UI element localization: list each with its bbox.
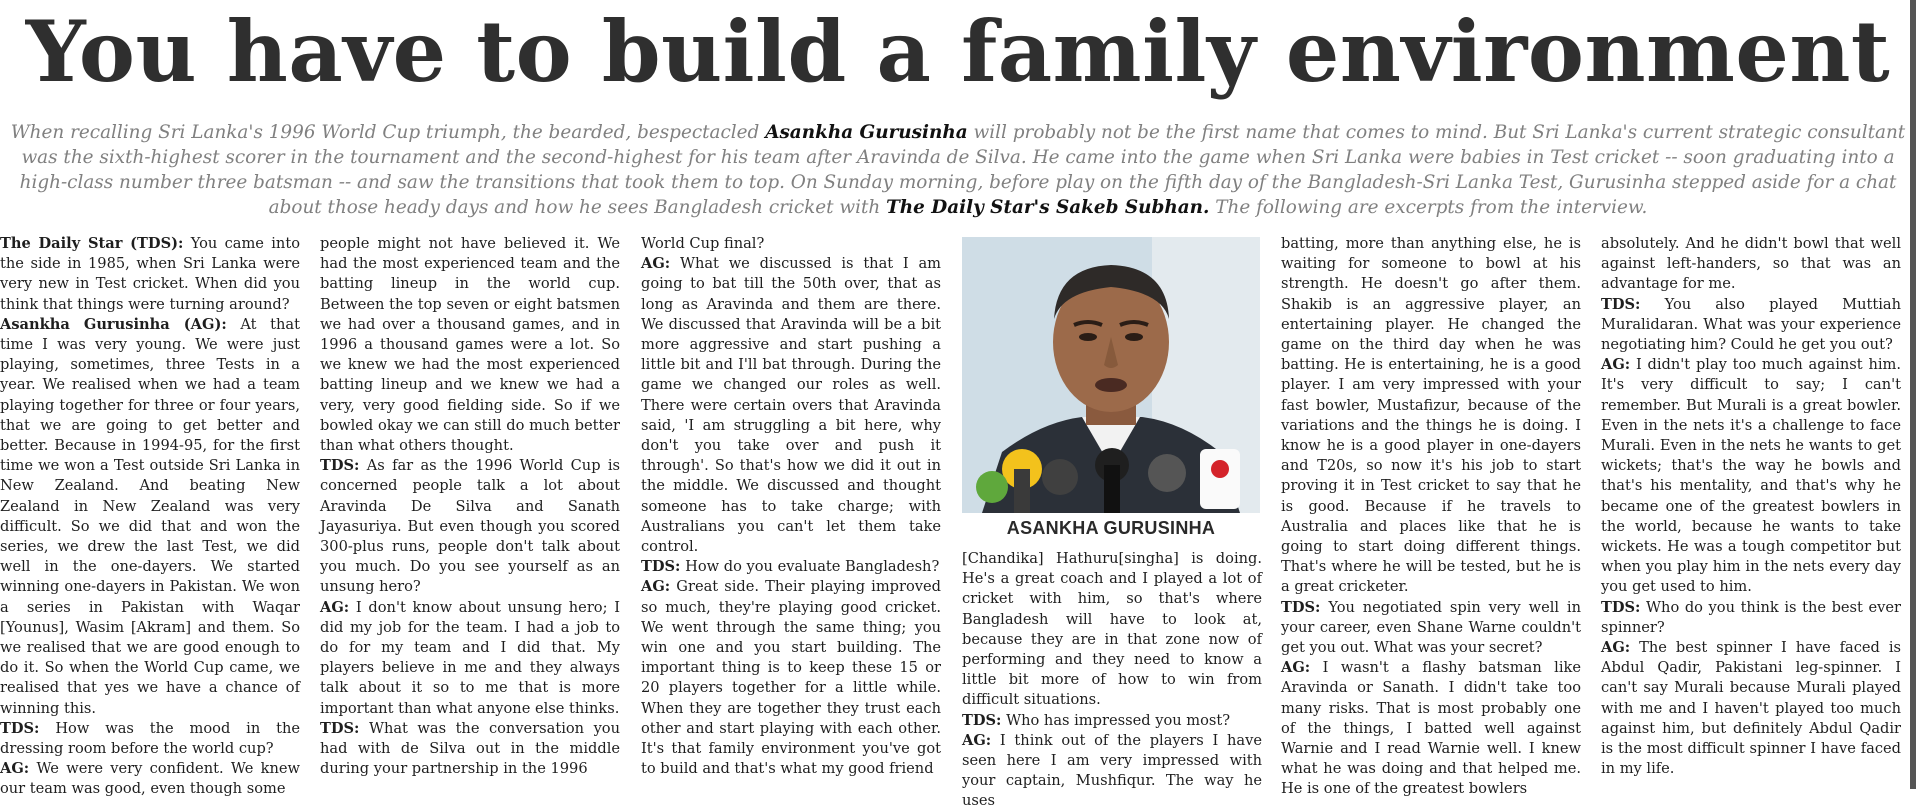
speaker-label: TDS: bbox=[1601, 295, 1641, 313]
article-column-4 bbox=[962, 549, 1262, 810]
paragraph-text: How do you evaluate Bangladesh? bbox=[680, 558, 940, 576]
article-column-2 bbox=[320, 234, 620, 789]
article-column-1 bbox=[0, 234, 300, 798]
paragraph-text: You negotiated spin very well in your career, even Shane Warne couldn't get you out. What was your secret? bbox=[1281, 598, 1581, 657]
interview-paragraph bbox=[0, 234, 300, 315]
article-column-6 bbox=[1601, 234, 1901, 789]
paragraph-text: [Chandika] Hathuru[singha] is doing. He's a great coach and I played a lot of cricket with him, so that's where Bangladesh will have to look at, because they are in that zone now of performing and they need to know a little bit more of how to win from difficult situations. bbox=[962, 550, 1262, 709]
intro-line: When recalling Sri Lanka's 1996 World Cup triumph, the bearded, bespectacled Asankha Gurusinha will probably not be the first name that comes to mind. But Sri Lanka's current strategic consultant bbox=[10, 122, 1906, 143]
paragraph-text: How was the mood in the dressing room before the world cup? bbox=[0, 719, 300, 758]
speaker-label: TDS: bbox=[962, 711, 1002, 729]
speaker-label: TDS: bbox=[320, 719, 360, 737]
paragraph-text: The best spinner I have faced is Abdul Qadir, Pakistani leg-spinner. I can't say Murali because Murali played with me and I haven't played too much against him, but definitely Abdul Qadir is the most difficult spinner I have faced in my life. bbox=[1601, 639, 1901, 778]
paragraph-text: You came into the side in 1985, when Sri Lanka were very new in Test cricket. When did you think that things were turning around? bbox=[0, 235, 300, 313]
paragraph-text: I didn't play too much against him. It's very difficult to say; I can't remember. But Murali is a great bowler. Even in the nets it's a challenge to face Murali. Even in the nets he wants to get wickets; that's the way he bowls and that's his mentality, and that's why he became one of the greatest bowlers in the world, because he wants to take wickets. He was a tough competitor but when you play him in the nets every day you get used to him. bbox=[1601, 356, 1901, 596]
paragraph-text: people might not have believed it. We had the most experienced team and the batting lineup in the world cup. Between the top seven or eight batsmen we had over a thousand games, and in 1996 a thousand games were a lot. So we knew we had the most experienced batting lineup and we knew we had a very, very good fielding side. So if we bowled okay we can still do much better than what others thought. bbox=[320, 235, 620, 455]
speaker-label: TDS: bbox=[1601, 598, 1641, 616]
speaker-label: TDS: bbox=[0, 719, 40, 737]
interview-paragraph bbox=[962, 731, 1262, 812]
intro-name-bold: Asankha Gurusinha bbox=[765, 122, 968, 143]
speaker-label: AG: bbox=[1601, 639, 1631, 657]
photo-caption: ASANKHA GURUSINHA bbox=[1006, 518, 1216, 538]
portrait-photo bbox=[962, 237, 1260, 513]
paragraph-text: I wasn't a flashy batsman like Aravinda or Sanath. I didn't take too many risks. That is most probably one of the things, I batted well against Warnie and I read Warnie well. I knew what he was doing and that helped me. He is one of the greatest bowlers bbox=[1281, 659, 1581, 798]
speaker-label: AG: bbox=[641, 255, 671, 273]
paragraph-text: batting, more than anything else, he is waiting for someone to bowl at his strength. He doesn't go after them. Shakib is an aggressive player, an entertaining player. He changed the game on the third day when he was batting. He is entertaining, he is a good player. I am very impressed with your fast bowler, Mustafizur, because of the variations and the things he is doing. I know he is a good player in one-dayers and T20s, so now it's his job to start proving it in Test cricket to say that he is good. Because if he travels to Australia and places like that he is going to start doing different things. That's where he will be tested, but he is a great cricketer. bbox=[1281, 235, 1581, 596]
intro-line: was the sixth-highest scorer in the tournament and the second-highest for his team after Aravinda de Silva. He came into the game when Sri Lanka were babies in Test cricket -- soon graduating into a bbox=[21, 147, 1895, 168]
interview-paragraph bbox=[641, 577, 941, 779]
interview-paragraph bbox=[320, 456, 620, 597]
portrait-illustration bbox=[962, 237, 1260, 513]
interview-paragraph bbox=[641, 254, 941, 557]
interview-paragraph bbox=[1601, 234, 1901, 295]
interview-paragraph bbox=[1601, 355, 1901, 597]
paragraph-text: Who has impressed you most? bbox=[1001, 711, 1231, 729]
interview-paragraph bbox=[0, 759, 300, 799]
interview-paragraph bbox=[1601, 598, 1901, 638]
interview-paragraph bbox=[0, 719, 300, 759]
speaker-label: AG: bbox=[320, 598, 350, 616]
paragraph-text: What we discussed is that I am going to bat till the 50th over, that as long as Aravinda and them are there. We discussed that Aravinda will be a bit more aggressive and start pushing a little bit and I'll bat through. During the game we changed our roles as well. There were certain overs that Aravinda said, 'I am struggling a bit here, why don't you take over and push it through'. So that's how we did it out in the middle. We discussed and thought someone has to take charge; with Australians you can't let them take control. bbox=[641, 255, 941, 556]
interview-paragraph bbox=[1281, 598, 1581, 659]
interview-paragraph bbox=[320, 719, 620, 780]
paragraph-text: World Cup final? bbox=[641, 235, 765, 252]
interview-paragraph bbox=[1601, 638, 1901, 779]
interview-paragraph bbox=[320, 598, 620, 719]
interview-paragraph bbox=[641, 234, 941, 254]
paragraph-text: We were very confident. We knew our team was good, even though some bbox=[0, 760, 300, 798]
speaker-label: Asankha Gurusinha (AG): bbox=[0, 315, 227, 333]
speaker-label: AG: bbox=[1601, 356, 1631, 374]
headline: You have to build a family environment bbox=[25, 2, 1891, 101]
intro-line: about those heady days and how he sees Bangladesh cricket with The Daily Star's Sakeb Subhan. The following are excerpts from the interview. bbox=[268, 197, 1648, 218]
intro-paragraph bbox=[0, 120, 1916, 220]
speaker-label: AG: bbox=[962, 731, 992, 749]
speaker-label: TDS: bbox=[1281, 598, 1321, 616]
page-edge-rule bbox=[1910, 0, 1916, 789]
paragraph-text: As far as the 1996 World Cup is concerned people talk a lot about Aravinda De Silva and Sanath Jayasuriya. But even though you scored 300-plus runs, people don't talk about you much. Do you see yourself as an unsung hero? bbox=[320, 457, 620, 596]
paragraph-text: You also played Muttiah Muralidaran. What was your experience negotiating him? Could he get you out? bbox=[1601, 295, 1901, 354]
interview-paragraph bbox=[0, 315, 300, 719]
paragraph-text: I think out of the players I have seen here I am very impressed with your captain, Mushfiqur. The way he uses bbox=[962, 731, 1262, 810]
speaker-label: AG: bbox=[641, 578, 671, 596]
speaker-label: AG: bbox=[1281, 659, 1311, 677]
speaker-label: TDS: bbox=[641, 558, 681, 576]
paragraph-text: I don't know about unsung hero; I did my job for the team. I had a job to do for my team and I did that. My players believe in me and they always talk about it so to me that is more important than what anyone else thinks. bbox=[320, 598, 620, 717]
intro-byline-bold: The Daily Star's Sakeb Subhan. bbox=[886, 197, 1210, 218]
interview-paragraph bbox=[962, 549, 1262, 711]
interview-paragraph bbox=[1281, 658, 1581, 799]
paragraph-text: Great side. Their playing improved so much, they're playing good cricket. We went through the same thing; you win one and you start building. The important thing is to keep these 15 or 20 players together for a little while. When they are together they trust each other and start playing with each other. It's that family environment you've got to build and that's what my good friend bbox=[641, 578, 941, 778]
interview-paragraph bbox=[320, 234, 620, 456]
speaker-label: AG: bbox=[0, 760, 30, 778]
interview-paragraph bbox=[962, 711, 1262, 731]
article-column-3 bbox=[641, 234, 941, 789]
intro-line: high-class number three batsman -- and saw the transitions that took them to top. On Sunday morning, before play on the fifth day of the Bangladesh-Sri Lanka Test, Gurusinha stepped aside for a chat bbox=[19, 172, 1897, 193]
paragraph-text: Who do you think is the best ever spinner? bbox=[1601, 598, 1901, 636]
interview-paragraph bbox=[1601, 295, 1901, 356]
speaker-label: TDS: bbox=[320, 457, 360, 475]
paragraph-text: absolutely. And he didn't bowl that well against left-handers, so that was an advantage for me. bbox=[1601, 235, 1901, 293]
article-column-5 bbox=[1281, 234, 1581, 798]
interview-paragraph bbox=[641, 557, 941, 577]
interview-paragraph bbox=[1281, 234, 1581, 598]
speaker-label: The Daily Star (TDS): bbox=[0, 235, 184, 252]
paragraph-text: At that time I was very young. We were just playing, sometimes, three Tests in a year. We realised when we had a team playing together for three or four years, that we are going to get better and better. Because in 1994-95, for the first time we won a Test outside Sri Lanka in New Zealand. And beating New Zealand in New Zealand was very difficult. So we did that and won the series, we drew the last Test, we did well in the one-dayers. We started winning one-dayers in Pakistan. We won a series in Pakistan with Waqar [Younus], Wasim [Akram] and them. So we realised that we are good enough to do it. So when the World Cup came, we realised that yes we have a chance of winning this. bbox=[0, 315, 300, 717]
paragraph-text: What was the conversation you had with de Silva out in the middle during your partnership in the 1996 bbox=[320, 719, 620, 778]
